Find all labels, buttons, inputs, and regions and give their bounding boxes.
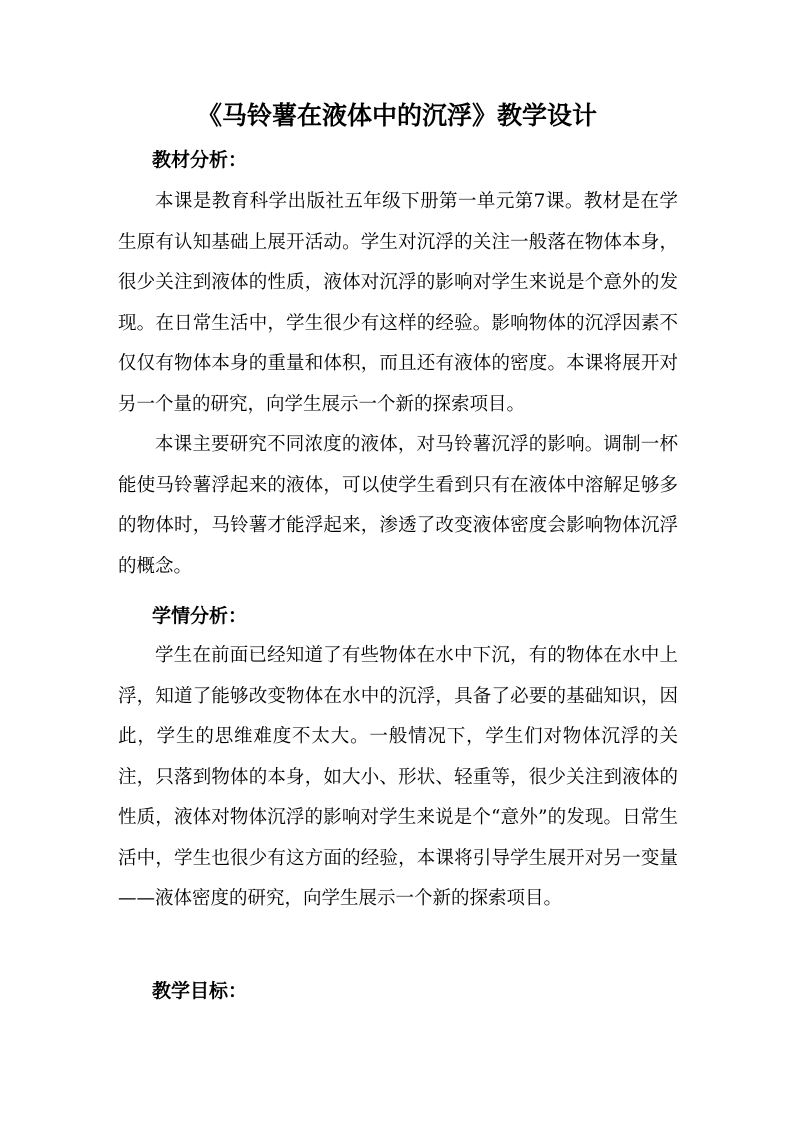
section-heading-student-analysis: 学情分析： xyxy=(152,605,248,627)
paragraph-materials-analysis-2: 本课主要研究不同浓度的液体，对马铃薯沉浮的影响。调制一杯能使马铃薯浮起来的液体，可以使学生看到只有在液体中溶解足够多的物体时，马铃薯才能浮起来，渗透了改变液体密度会影响物体沉浮的概念。 xyxy=(118,434,678,577)
paragraph-materials-analysis-1: 本课是教育科学出版社五年级下册第一单元第7课。教材是在学生原有认知基础上展开活动。学生对沉浮的关注一般落在物体本身，很少关注到液体的性质，液体对沉浮的影响对学生来说是个意外的发现。在日常生活中，学生很少有这样的经验。影响物体的沉浮因素不仅仅有物体本身的重量和体积，而且还有液体的密度。本课将展开对另一个量的研究，向学生展示一个新的探索项目。 xyxy=(118,191,678,415)
document-title: 《马铃薯在液体中的沉浮》教学设计 xyxy=(196,101,597,130)
section-heading-materials-analysis: 教材分析： xyxy=(152,149,248,171)
section-heading-teaching-goals: 教学目标： xyxy=(152,980,248,1002)
paragraph-student-analysis-1: 学生在前面已经知道了有些物体在水中下沉，有的物体在水中上浮，知道了能够改变物体在水中的沉浮，具备了必要的基础知识，因此，学生的思维难度不太大。一般情况下，学生们对物体沉浮的关注，只落到物体的本身，如大小、形状、轻重等，很少关注到液体的性质，液体对物体沉浮的影响对学生来说是个“意外”的发现。日常生活中，学生也很少有这方面的经验，本课将引导学生展开对另一变量——液体密度的研究，向学生展示一个新的探索项目。 xyxy=(118,645,678,909)
